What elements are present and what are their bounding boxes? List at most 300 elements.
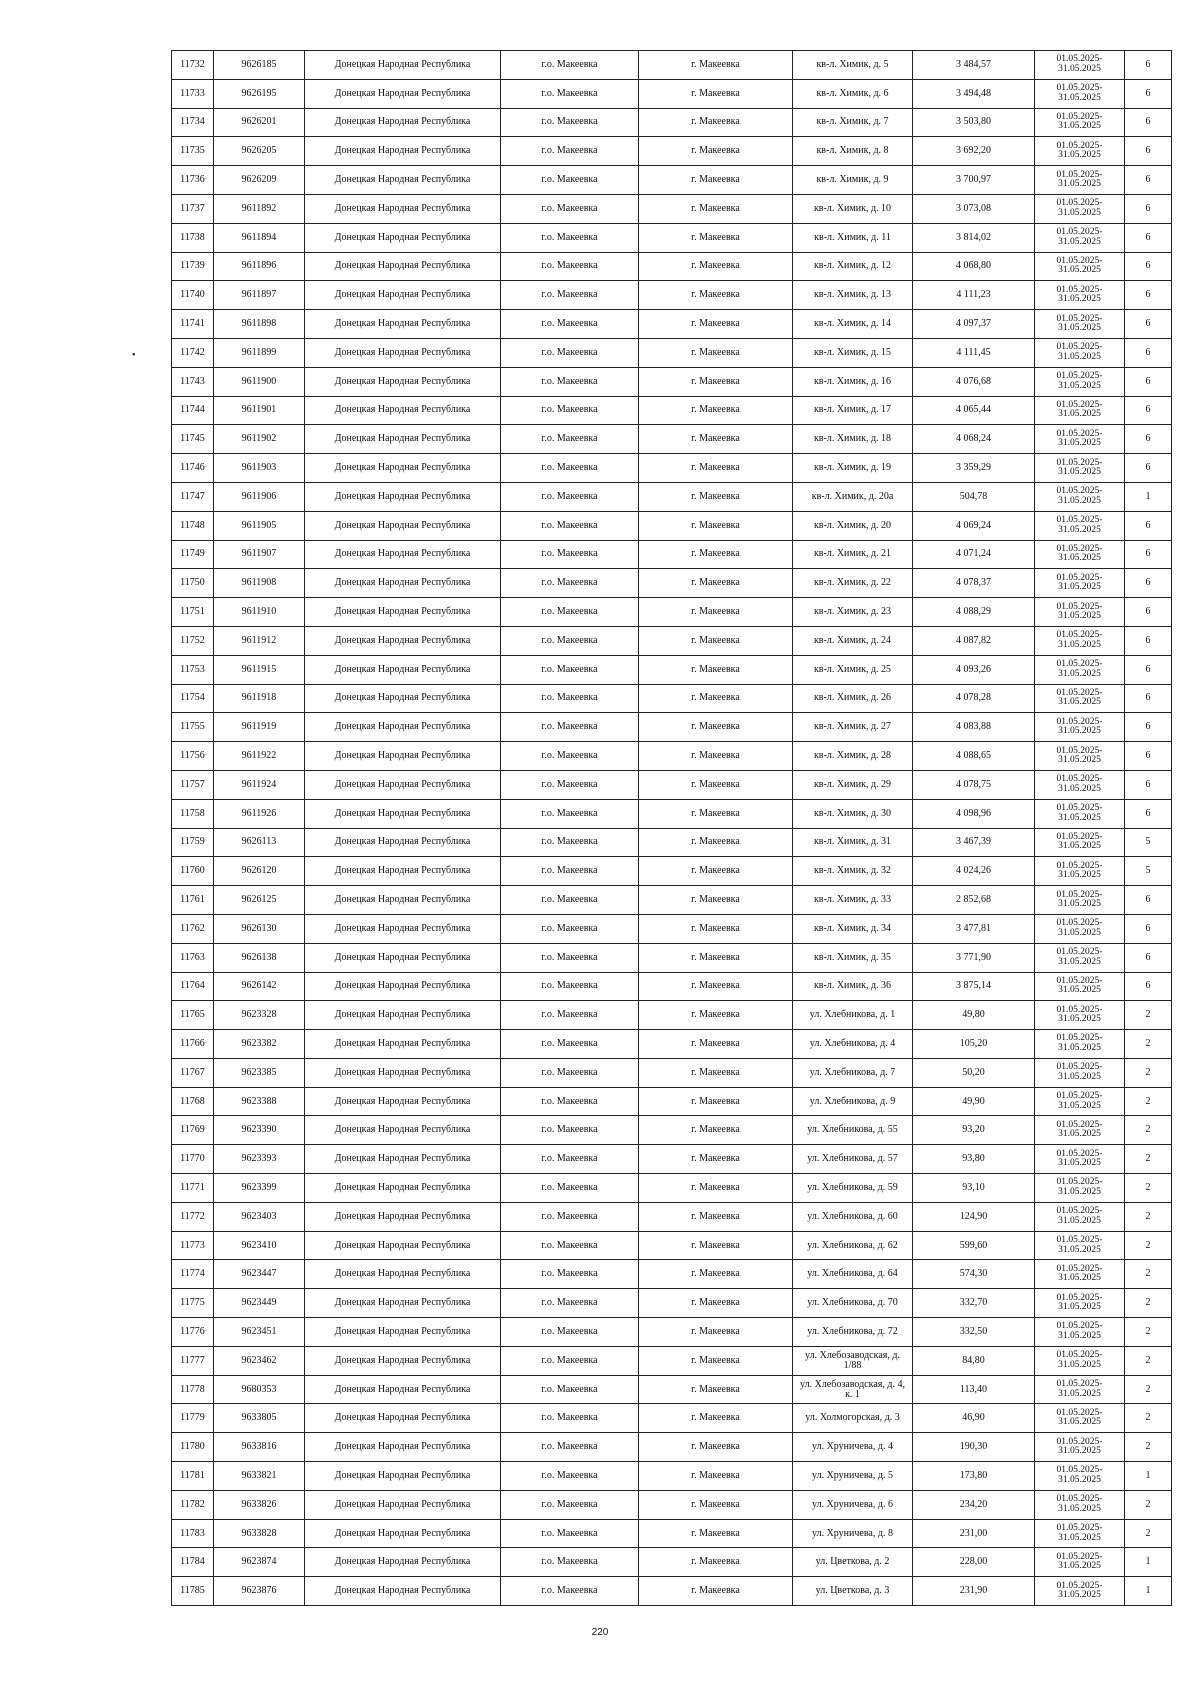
table-row <box>172 569 1172 598</box>
area-cell: 3 692,20 <box>913 137 1035 166</box>
address-cell: кв-л. Химик, д. 31 <box>793 828 913 857</box>
object-code: 9611903 <box>214 454 305 483</box>
area-cell: 4 069,24 <box>913 511 1035 540</box>
region-cell: Донецкая Народная Республика <box>305 626 501 655</box>
city-cell: г. Макеевка <box>639 1375 793 1404</box>
address-cell: ул. Хлебникова, д. 57 <box>793 1145 913 1174</box>
object-code: 9611908 <box>214 569 305 598</box>
city-cell: г. Макеевка <box>639 1548 793 1577</box>
address-cell: кв-л. Химик, д. 7 <box>793 108 913 137</box>
region-cell: Донецкая Народная Республика <box>305 770 501 799</box>
city-cell: г. Макеевка <box>639 1030 793 1059</box>
area-cell: 4 097,37 <box>913 310 1035 339</box>
area-cell: 4 088,65 <box>913 742 1035 771</box>
district-cell: г.о. Макеевка <box>501 799 639 828</box>
value-cell: 6 <box>1125 914 1172 943</box>
area-cell: 124,90 <box>913 1202 1035 1231</box>
value-cell: 1 <box>1125 1577 1172 1606</box>
city-cell: г. Макеевка <box>639 742 793 771</box>
object-code: 9611926 <box>214 799 305 828</box>
table-row <box>172 1289 1172 1318</box>
period-cell: 01.05.2025-31.05.2025 <box>1035 252 1125 281</box>
period-cell: 01.05.2025-31.05.2025 <box>1035 310 1125 339</box>
region-cell: Донецкая Народная Республика <box>305 1001 501 1030</box>
address-cell: кв-л. Химик, д. 20а <box>793 482 913 511</box>
city-cell: г. Макеевка <box>639 655 793 684</box>
object-code: 9611905 <box>214 511 305 540</box>
table-row <box>172 425 1172 454</box>
row-number: 11756 <box>172 742 214 771</box>
period-cell: 01.05.2025-31.05.2025 <box>1035 713 1125 742</box>
period-cell: 01.05.2025-31.05.2025 <box>1035 1087 1125 1116</box>
value-cell: 6 <box>1125 367 1172 396</box>
city-cell: г. Макеевка <box>639 1231 793 1260</box>
city-cell: г. Макеевка <box>639 1462 793 1491</box>
district-cell: г.о. Макеевка <box>501 482 639 511</box>
value-cell: 6 <box>1125 281 1172 310</box>
registry-table <box>171 50 1172 1606</box>
region-cell: Донецкая Народная Республика <box>305 1490 501 1519</box>
value-cell: 1 <box>1125 1548 1172 1577</box>
district-cell: г.о. Макеевка <box>501 310 639 339</box>
period-cell: 01.05.2025-31.05.2025 <box>1035 1030 1125 1059</box>
table-row <box>172 396 1172 425</box>
period-cell: 01.05.2025-31.05.2025 <box>1035 1145 1125 1174</box>
address-cell: ул. Хлебникова, д. 64 <box>793 1260 913 1289</box>
row-number: 11738 <box>172 223 214 252</box>
period-cell: 01.05.2025-31.05.2025 <box>1035 1289 1125 1318</box>
period-cell: 01.05.2025-31.05.2025 <box>1035 914 1125 943</box>
address-cell: ул. Хлебникова, д. 1 <box>793 1001 913 1030</box>
period-cell: 01.05.2025-31.05.2025 <box>1035 1318 1125 1347</box>
period-cell: 01.05.2025-31.05.2025 <box>1035 886 1125 915</box>
area-cell: 504,78 <box>913 482 1035 511</box>
area-cell: 3 814,02 <box>913 223 1035 252</box>
address-cell: ул. Хлебникова, д. 55 <box>793 1116 913 1145</box>
city-cell: г. Макеевка <box>639 598 793 627</box>
address-cell: кв-л. Химик, д. 17 <box>793 396 913 425</box>
value-cell: 6 <box>1125 886 1172 915</box>
table-row <box>172 1030 1172 1059</box>
table-row <box>172 511 1172 540</box>
table-row <box>172 713 1172 742</box>
area-cell: 3 875,14 <box>913 972 1035 1001</box>
value-cell: 6 <box>1125 252 1172 281</box>
period-cell: 01.05.2025-31.05.2025 <box>1035 1058 1125 1087</box>
area-cell: 4 068,80 <box>913 252 1035 281</box>
period-cell: 01.05.2025-31.05.2025 <box>1035 684 1125 713</box>
value-cell: 2 <box>1125 1318 1172 1347</box>
value-cell: 1 <box>1125 1462 1172 1491</box>
area-cell: 4 071,24 <box>913 540 1035 569</box>
region-cell: Донецкая Народная Республика <box>305 310 501 339</box>
area-cell: 3 771,90 <box>913 943 1035 972</box>
region-cell: Донецкая Народная Республика <box>305 655 501 684</box>
city-cell: г. Макеевка <box>639 511 793 540</box>
city-cell: г. Макеевка <box>639 425 793 454</box>
period-cell: 01.05.2025-31.05.2025 <box>1035 108 1125 137</box>
area-cell: 4 076,68 <box>913 367 1035 396</box>
address-cell: ул. Хлебникова, д. 60 <box>793 1202 913 1231</box>
city-cell: г. Макеевка <box>639 540 793 569</box>
row-number: 11743 <box>172 367 214 396</box>
period-cell: 01.05.2025-31.05.2025 <box>1035 1174 1125 1203</box>
city-cell: г. Макеевка <box>639 137 793 166</box>
table-row <box>172 194 1172 223</box>
object-code: 9626201 <box>214 108 305 137</box>
area-cell: 190,30 <box>913 1433 1035 1462</box>
period-cell: 01.05.2025-31.05.2025 <box>1035 338 1125 367</box>
area-cell: 3 484,57 <box>913 51 1035 80</box>
region-cell: Донецкая Народная Республика <box>305 51 501 80</box>
row-number: 11747 <box>172 482 214 511</box>
value-cell: 2 <box>1125 1433 1172 1462</box>
city-cell: г. Макеевка <box>639 1174 793 1203</box>
row-number: 11782 <box>172 1490 214 1519</box>
area-cell: 49,90 <box>913 1087 1035 1116</box>
object-code: 9626113 <box>214 828 305 857</box>
address-cell: кв-л. Химик, д. 21 <box>793 540 913 569</box>
address-cell: кв-л. Химик, д. 36 <box>793 972 913 1001</box>
district-cell: г.о. Макеевка <box>501 166 639 195</box>
address-cell: кв-л. Химик, д. 24 <box>793 626 913 655</box>
address-cell: кв-л. Химик, д. 8 <box>793 137 913 166</box>
area-cell: 574,30 <box>913 1260 1035 1289</box>
value-cell: 2 <box>1125 1231 1172 1260</box>
district-cell: г.о. Макеевка <box>501 511 639 540</box>
district-cell: г.о. Макеевка <box>501 569 639 598</box>
period-cell: 01.05.2025-31.05.2025 <box>1035 51 1125 80</box>
object-code: 9623462 <box>214 1346 305 1375</box>
object-code: 9626125 <box>214 886 305 915</box>
city-cell: г. Макеевка <box>639 1289 793 1318</box>
value-cell: 2 <box>1125 1030 1172 1059</box>
value-cell: 6 <box>1125 626 1172 655</box>
region-cell: Донецкая Народная Республика <box>305 108 501 137</box>
row-number: 11771 <box>172 1174 214 1203</box>
district-cell: г.о. Макеевка <box>501 1231 639 1260</box>
period-cell: 01.05.2025-31.05.2025 <box>1035 1346 1125 1375</box>
district-cell: г.о. Макеевка <box>501 972 639 1001</box>
row-number: 11754 <box>172 684 214 713</box>
district-cell: г.о. Макеевка <box>501 252 639 281</box>
object-code: 9611897 <box>214 281 305 310</box>
city-cell: г. Макеевка <box>639 1087 793 1116</box>
district-cell: г.о. Макеевка <box>501 943 639 972</box>
city-cell: г. Макеевка <box>639 1577 793 1606</box>
stray-mark: • <box>132 350 136 361</box>
city-cell: г. Макеевка <box>639 396 793 425</box>
city-cell: г. Макеевка <box>639 482 793 511</box>
area-cell: 4 078,75 <box>913 770 1035 799</box>
object-code: 9623410 <box>214 1231 305 1260</box>
district-cell: г.о. Макеевка <box>501 281 639 310</box>
address-cell: кв-л. Химик, д. 26 <box>793 684 913 713</box>
area-cell: 231,90 <box>913 1577 1035 1606</box>
table-row <box>172 1174 1172 1203</box>
value-cell: 6 <box>1125 943 1172 972</box>
district-cell: г.о. Макеевка <box>501 1030 639 1059</box>
table-row <box>172 367 1172 396</box>
address-cell: ул. Цветкова, д. 3 <box>793 1577 913 1606</box>
value-cell: 2 <box>1125 1490 1172 1519</box>
area-cell: 4 093,26 <box>913 655 1035 684</box>
district-cell: г.о. Макеевка <box>501 828 639 857</box>
period-cell: 01.05.2025-31.05.2025 <box>1035 511 1125 540</box>
period-cell: 01.05.2025-31.05.2025 <box>1035 857 1125 886</box>
address-cell: кв-л. Химик, д. 16 <box>793 367 913 396</box>
area-cell: 599,60 <box>913 1231 1035 1260</box>
object-code: 9633826 <box>214 1490 305 1519</box>
row-number: 11762 <box>172 914 214 943</box>
row-number: 11764 <box>172 972 214 1001</box>
district-cell: г.о. Макеевка <box>501 1318 639 1347</box>
table-row <box>172 914 1172 943</box>
area-cell: 4 088,29 <box>913 598 1035 627</box>
row-number: 11739 <box>172 252 214 281</box>
area-cell: 4 083,88 <box>913 713 1035 742</box>
address-cell: кв-л. Химик, д. 15 <box>793 338 913 367</box>
value-cell: 6 <box>1125 454 1172 483</box>
period-cell: 01.05.2025-31.05.2025 <box>1035 1260 1125 1289</box>
area-cell: 3 477,81 <box>913 914 1035 943</box>
table-row <box>172 770 1172 799</box>
table-row <box>172 1202 1172 1231</box>
district-cell: г.о. Макеевка <box>501 1116 639 1145</box>
city-cell: г. Макеевка <box>639 684 793 713</box>
table-row <box>172 972 1172 1001</box>
object-code: 9633821 <box>214 1462 305 1491</box>
address-cell: ул. Хлебникова, д. 4 <box>793 1030 913 1059</box>
object-code: 9611919 <box>214 713 305 742</box>
address-cell: кв-л. Химик, д. 12 <box>793 252 913 281</box>
object-code: 9623388 <box>214 1087 305 1116</box>
period-cell: 01.05.2025-31.05.2025 <box>1035 1202 1125 1231</box>
period-cell: 01.05.2025-31.05.2025 <box>1035 79 1125 108</box>
region-cell: Донецкая Народная Республика <box>305 511 501 540</box>
area-cell: 4 024,26 <box>913 857 1035 886</box>
table-row <box>172 1404 1172 1433</box>
table-row <box>172 310 1172 339</box>
area-cell: 105,20 <box>913 1030 1035 1059</box>
row-number: 11770 <box>172 1145 214 1174</box>
value-cell: 6 <box>1125 194 1172 223</box>
region-cell: Донецкая Народная Республика <box>305 828 501 857</box>
region-cell: Донецкая Народная Республика <box>305 1433 501 1462</box>
object-code: 9611900 <box>214 367 305 396</box>
table-row <box>172 1087 1172 1116</box>
address-cell: кв-л. Химик, д. 22 <box>793 569 913 598</box>
region-cell: Донецкая Народная Республика <box>305 223 501 252</box>
region-cell: Донецкая Народная Республика <box>305 1462 501 1491</box>
city-cell: г. Макеевка <box>639 1145 793 1174</box>
region-cell: Донецкая Народная Республика <box>305 1174 501 1203</box>
area-cell: 4 087,82 <box>913 626 1035 655</box>
period-cell: 01.05.2025-31.05.2025 <box>1035 972 1125 1001</box>
city-cell: г. Макеевка <box>639 828 793 857</box>
period-cell: 01.05.2025-31.05.2025 <box>1035 1433 1125 1462</box>
object-code: 9626138 <box>214 943 305 972</box>
period-cell: 01.05.2025-31.05.2025 <box>1035 626 1125 655</box>
district-cell: г.о. Макеевка <box>501 857 639 886</box>
value-cell: 6 <box>1125 770 1172 799</box>
district-cell: г.о. Макеевка <box>501 1001 639 1030</box>
district-cell: г.о. Макеевка <box>501 367 639 396</box>
district-cell: г.о. Макеевка <box>501 79 639 108</box>
region-cell: Донецкая Народная Республика <box>305 1087 501 1116</box>
value-cell: 2 <box>1125 1375 1172 1404</box>
object-code: 9633816 <box>214 1433 305 1462</box>
table-row <box>172 1519 1172 1548</box>
object-code: 9611902 <box>214 425 305 454</box>
district-cell: г.о. Макеевка <box>501 1202 639 1231</box>
region-cell: Донецкая Народная Республика <box>305 1346 501 1375</box>
period-cell: 01.05.2025-31.05.2025 <box>1035 1375 1125 1404</box>
address-cell: кв-л. Химик, д. 25 <box>793 655 913 684</box>
table-row <box>172 943 1172 972</box>
table-row <box>172 223 1172 252</box>
table-row <box>172 1375 1172 1404</box>
table-row <box>172 598 1172 627</box>
period-cell: 01.05.2025-31.05.2025 <box>1035 828 1125 857</box>
row-number: 11755 <box>172 713 214 742</box>
region-cell: Донецкая Народная Республика <box>305 1577 501 1606</box>
value-cell: 6 <box>1125 742 1172 771</box>
period-cell: 01.05.2025-31.05.2025 <box>1035 1548 1125 1577</box>
city-cell: г. Макеевка <box>639 194 793 223</box>
period-cell: 01.05.2025-31.05.2025 <box>1035 655 1125 684</box>
row-number: 11740 <box>172 281 214 310</box>
area-cell: 4 111,23 <box>913 281 1035 310</box>
city-cell: г. Макеевка <box>639 1318 793 1347</box>
table-row <box>172 252 1172 281</box>
district-cell: г.о. Макеевка <box>501 1260 639 1289</box>
row-number: 11753 <box>172 655 214 684</box>
region-cell: Донецкая Народная Республика <box>305 886 501 915</box>
object-code: 9680353 <box>214 1375 305 1404</box>
row-number: 11773 <box>172 1231 214 1260</box>
period-cell: 01.05.2025-31.05.2025 <box>1035 166 1125 195</box>
region-cell: Донецкая Народная Республика <box>305 1289 501 1318</box>
object-code: 9626130 <box>214 914 305 943</box>
object-code: 9633805 <box>214 1404 305 1433</box>
district-cell: г.о. Макеевка <box>501 338 639 367</box>
area-cell: 3 359,29 <box>913 454 1035 483</box>
object-code: 9626185 <box>214 51 305 80</box>
district-cell: г.о. Макеевка <box>501 1145 639 1174</box>
city-cell: г. Макеевка <box>639 857 793 886</box>
region-cell: Донецкая Народная Республика <box>305 454 501 483</box>
row-number: 11758 <box>172 799 214 828</box>
city-cell: г. Макеевка <box>639 79 793 108</box>
city-cell: г. Макеевка <box>639 569 793 598</box>
value-cell: 2 <box>1125 1087 1172 1116</box>
value-cell: 2 <box>1125 1202 1172 1231</box>
address-cell: кв-л. Химик, д. 14 <box>793 310 913 339</box>
value-cell: 6 <box>1125 396 1172 425</box>
district-cell: г.о. Макеевка <box>501 742 639 771</box>
table-row <box>172 1462 1172 1491</box>
city-cell: г. Макеевка <box>639 108 793 137</box>
area-cell: 228,00 <box>913 1548 1035 1577</box>
area-cell: 84,80 <box>913 1346 1035 1375</box>
region-cell: Донецкая Народная Республика <box>305 1058 501 1087</box>
city-cell: г. Макеевка <box>639 1404 793 1433</box>
district-cell: г.о. Макеевка <box>501 540 639 569</box>
row-number: 11766 <box>172 1030 214 1059</box>
area-cell: 49,80 <box>913 1001 1035 1030</box>
region-cell: Донецкая Народная Республика <box>305 1548 501 1577</box>
district-cell: г.о. Макеевка <box>501 1289 639 1318</box>
region-cell: Донецкая Народная Республика <box>305 1202 501 1231</box>
object-code: 9611924 <box>214 770 305 799</box>
row-number: 11784 <box>172 1548 214 1577</box>
region-cell: Донецкая Народная Республика <box>305 914 501 943</box>
row-number: 11761 <box>172 886 214 915</box>
period-cell: 01.05.2025-31.05.2025 <box>1035 1519 1125 1548</box>
table-row <box>172 655 1172 684</box>
object-code: 9623393 <box>214 1145 305 1174</box>
object-code: 9611906 <box>214 482 305 511</box>
district-cell: г.о. Макеевка <box>501 454 639 483</box>
table-row <box>172 1231 1172 1260</box>
object-code: 9623328 <box>214 1001 305 1030</box>
district-cell: г.о. Макеевка <box>501 1174 639 1203</box>
table-row <box>172 799 1172 828</box>
region-cell: Донецкая Народная Республика <box>305 1404 501 1433</box>
row-number: 11750 <box>172 569 214 598</box>
table-row <box>172 828 1172 857</box>
row-number: 11783 <box>172 1519 214 1548</box>
period-cell: 01.05.2025-31.05.2025 <box>1035 223 1125 252</box>
address-cell: ул. Хруничева, д. 8 <box>793 1519 913 1548</box>
area-cell: 4 098,96 <box>913 799 1035 828</box>
area-cell: 3 467,39 <box>913 828 1035 857</box>
region-cell: Донецкая Народная Республика <box>305 338 501 367</box>
address-cell: кв-л. Химик, д. 33 <box>793 886 913 915</box>
address-cell: кв-л. Химик, д. 34 <box>793 914 913 943</box>
district-cell: г.о. Макеевка <box>501 684 639 713</box>
row-number: 11769 <box>172 1116 214 1145</box>
district-cell: г.о. Макеевка <box>501 51 639 80</box>
district-cell: г.о. Макеевка <box>501 1087 639 1116</box>
district-cell: г.о. Макеевка <box>501 396 639 425</box>
value-cell: 2 <box>1125 1289 1172 1318</box>
row-number: 11776 <box>172 1318 214 1347</box>
region-cell: Донецкая Народная Республика <box>305 1030 501 1059</box>
region-cell: Донецкая Народная Республика <box>305 540 501 569</box>
address-cell: кв-л. Химик, д. 32 <box>793 857 913 886</box>
district-cell: г.о. Макеевка <box>501 1058 639 1087</box>
period-cell: 01.05.2025-31.05.2025 <box>1035 367 1125 396</box>
address-cell: ул. Хлебникова, д. 70 <box>793 1289 913 1318</box>
object-code: 9611898 <box>214 310 305 339</box>
city-cell: г. Макеевка <box>639 914 793 943</box>
table-row <box>172 51 1172 80</box>
table-row <box>172 338 1172 367</box>
row-number: 11734 <box>172 108 214 137</box>
table-row <box>172 540 1172 569</box>
object-code: 9611894 <box>214 223 305 252</box>
district-cell: г.о. Макеевка <box>501 108 639 137</box>
period-cell: 01.05.2025-31.05.2025 <box>1035 598 1125 627</box>
row-number: 11736 <box>172 166 214 195</box>
city-cell: г. Макеевка <box>639 1260 793 1289</box>
object-code: 9611907 <box>214 540 305 569</box>
table-row <box>172 79 1172 108</box>
area-cell: 332,50 <box>913 1318 1035 1347</box>
object-code: 9623385 <box>214 1058 305 1087</box>
